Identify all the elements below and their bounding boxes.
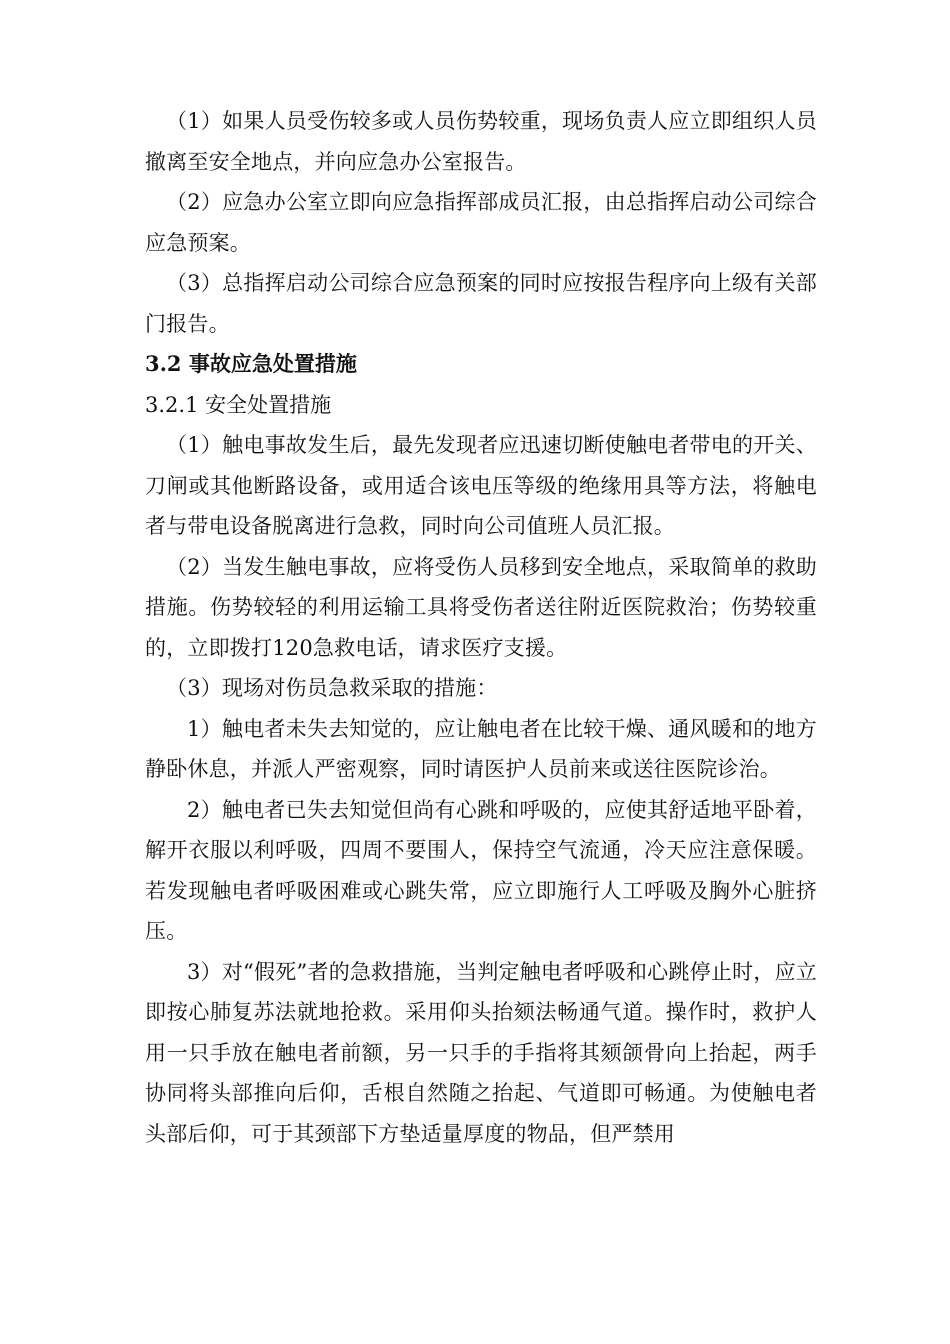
paragraph-first-aid-intro: （3）现场对伤员急救采取的措施： — [166, 676, 498, 700]
paragraph-cut-power: （1）触电事故发生后，最先发现者应迅速切断使触电者带电的开关、刀闸或其他断路设备，或用适合该电压等级的绝缘用具等方法，将触电者与带电设备脱离进行急救，同时向公司值班人员汇报。 — [145, 433, 817, 538]
document-body — [145, 101, 817, 1154]
paragraph-report-superior: （3）总指挥启动公司综合应急预案的同时应按报告程序向上级有关部门报告。 — [145, 271, 817, 336]
section-heading-3-2: 3.2 事故应急处置措施 — [145, 351, 357, 376]
paragraph-report-command: （2）应急办公室立即向应急指挥部成员汇报，由总指挥启动公司综合应急预案。 — [145, 190, 817, 255]
paragraph-first-aid-conscious: 1）触电者未失去知觉的，应让触电者在比较干燥、通风暖和的地方静卧休息，并派人严密观察，同时请医护人员前来或送往医院诊治。 — [145, 716, 817, 781]
paragraph-report-evacuation: （1）如果人员受伤较多或人员伤势较重，现场负责人应立即组织人员撤离至安全地点，并向应急办公室报告。 — [145, 109, 817, 174]
paragraph-first-aid-cpr: 3）对“假死”者的急救措施，当判定触电者呼吸和心跳停止时，应立即按心肺复苏法就地抢救。采用仰头抬颏法畅通气道。操作时，救护人用一只手放在触电者前额，另一只手的手指将其颏颌骨向上抬起，两手协同将头部推向后仰，舌根自然随之抬起、气道即可畅通。为使触电者头部后仰，可于其颈部下方垫适量厚度的物品，但严禁用 — [145, 959, 817, 1146]
paragraph-move-injured: （2）当发生触电事故，应将受伤人员移到安全地点，采取简单的救助措施。伤势较轻的利用运输工具将受伤者送往附近医院救治；伤势较重的，立即拨打120急救电话，请求医疗支援。 — [145, 554, 817, 660]
paragraph-first-aid-unconscious: 2）触电者已失去知觉但尚有心跳和呼吸的，应使其舒适地平卧着，解开衣服以利呼吸，四周不要围人，保持空气流通，冷天应注意保暖。若发现触电者呼吸困难或心跳失常，应立即施行人工呼吸及胸外心脏挤压。 — [145, 797, 817, 943]
section-subheading-3-2-1: 3.2.1 安全处置措施 — [145, 392, 332, 417]
